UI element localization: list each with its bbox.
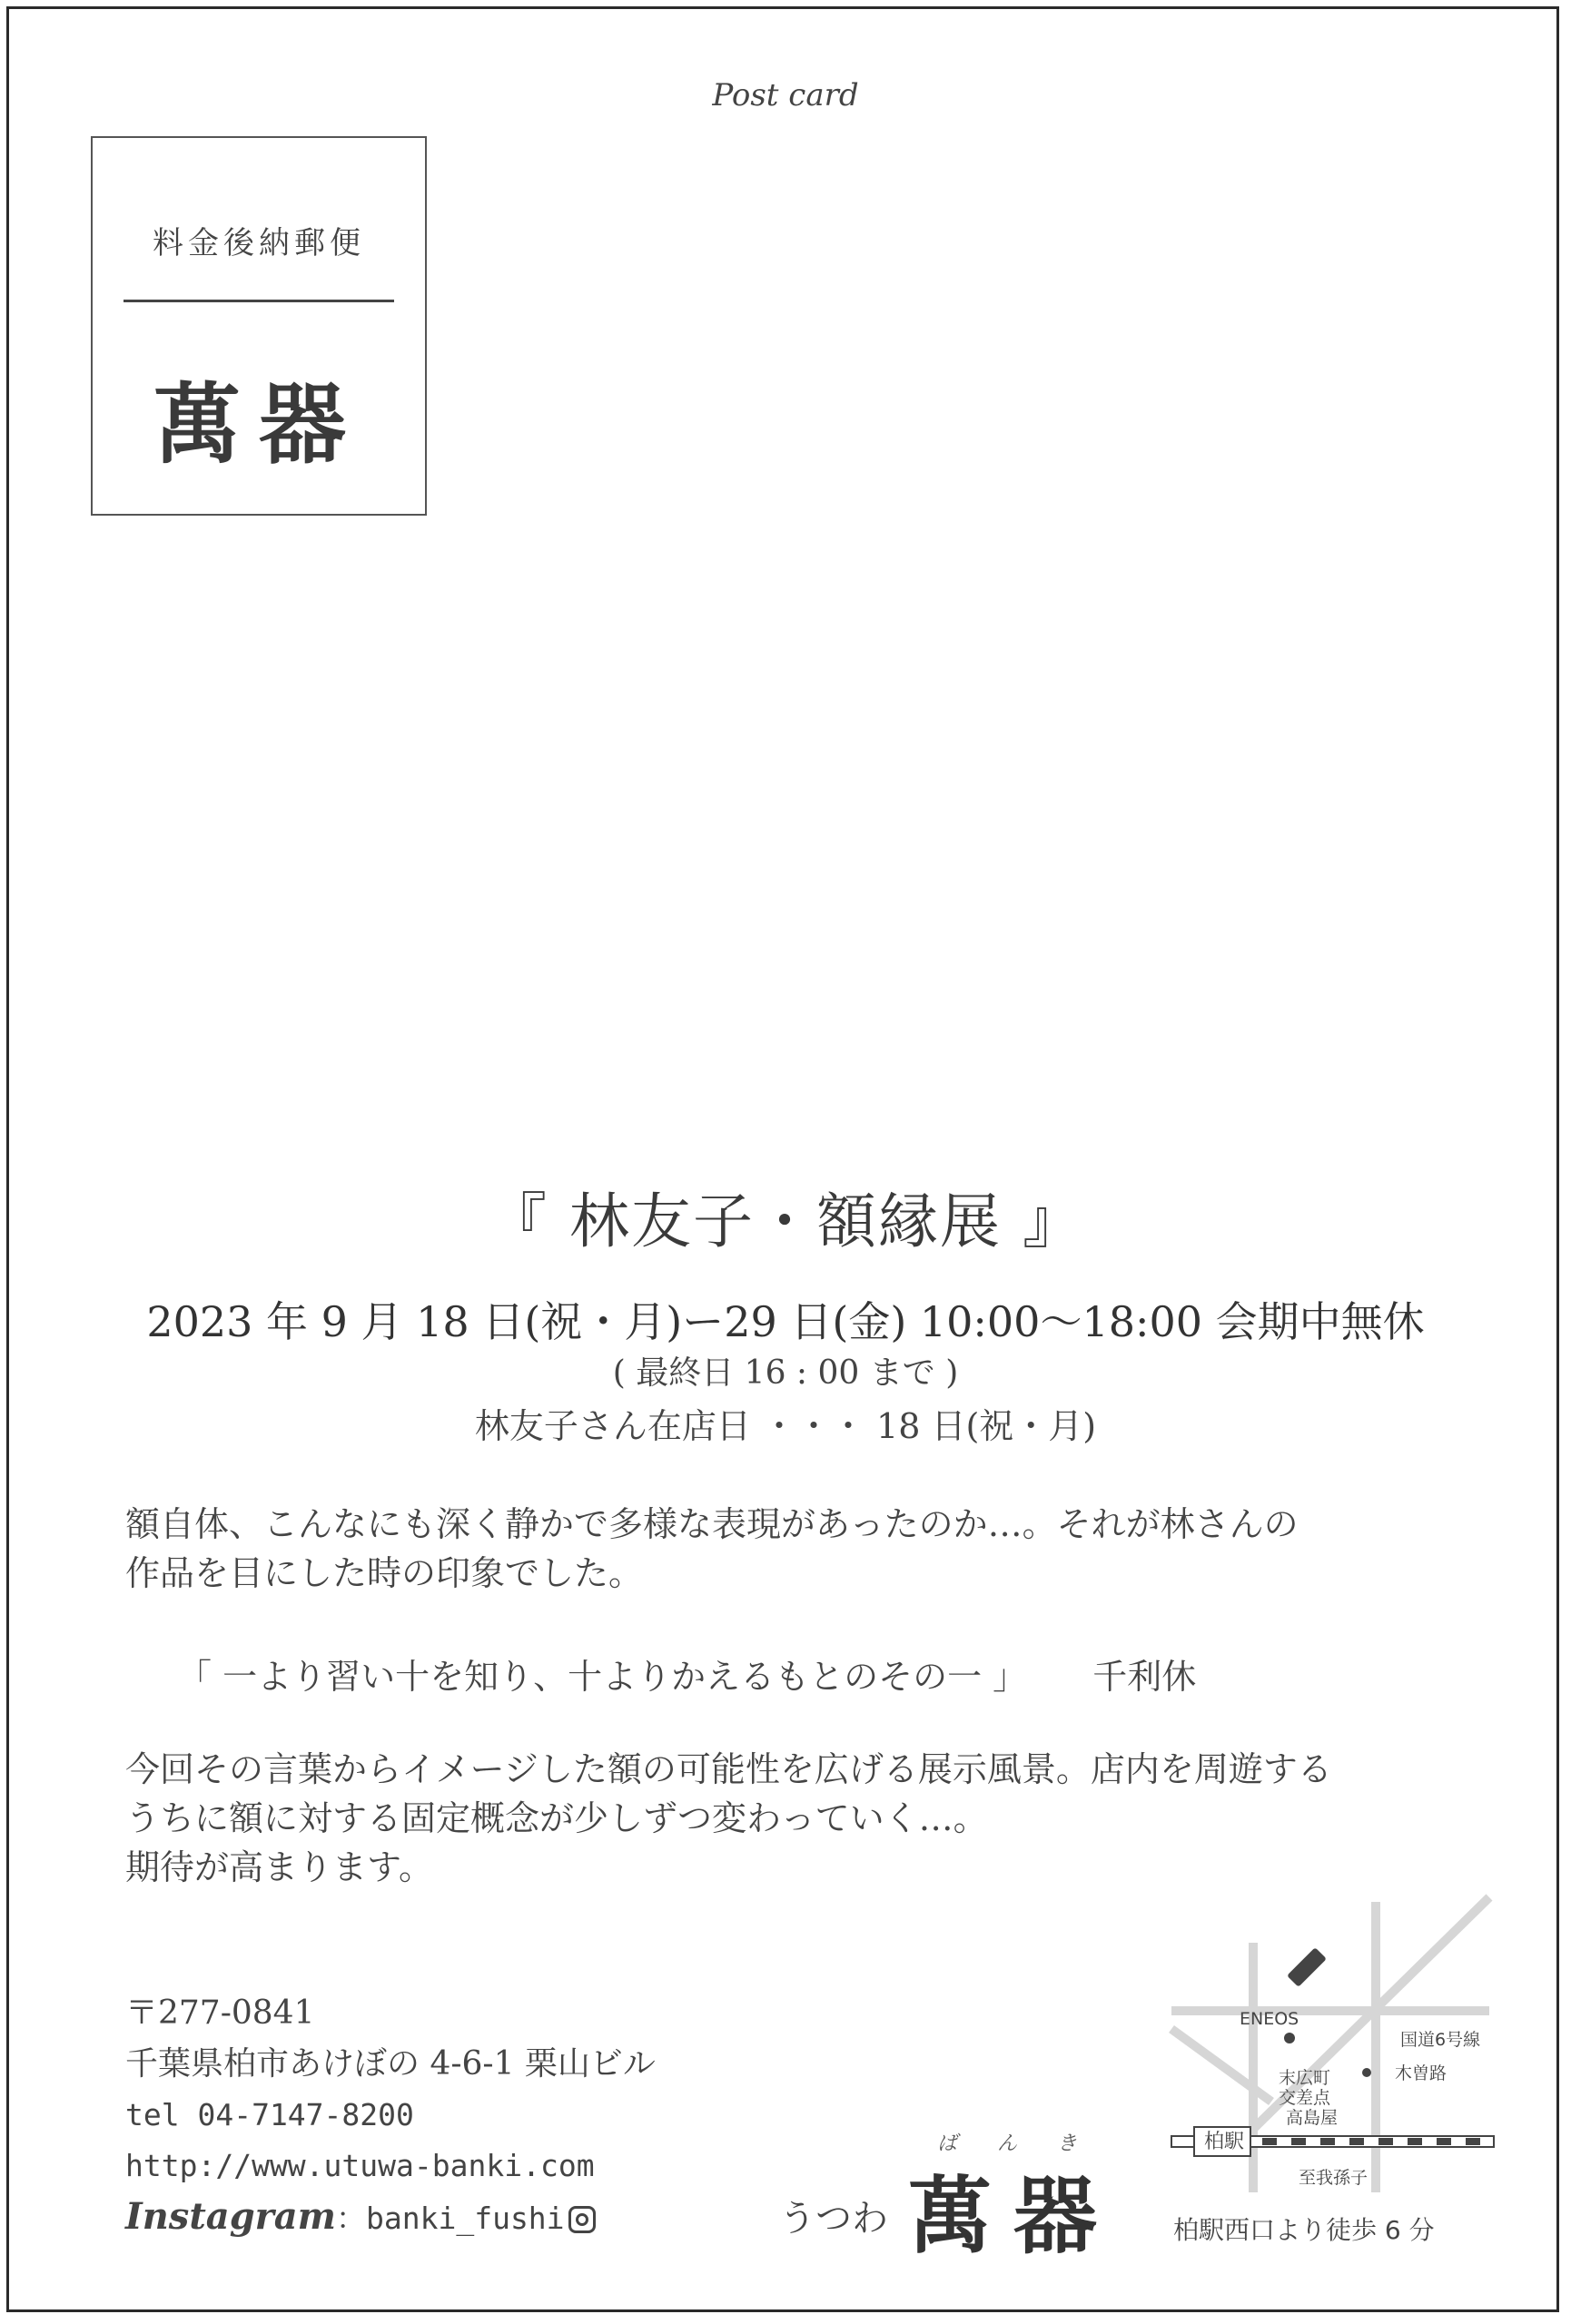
exhibition-title: 『 林友子・額縁展 』 [487, 1187, 1084, 1256]
kiso-marker [1362, 2068, 1371, 2077]
shop-ruby: ばんき [937, 2132, 1118, 2155]
postage-divider [124, 300, 394, 302]
access-map [1162, 1893, 1498, 2201]
quote-text: 「 一より習い十を知り、十よりかえるもとのその一 」 [177, 1657, 1028, 1697]
map-label-suehiro: 末広町 [1279, 2068, 1331, 2088]
website-link[interactable]: http://www.utuwa-banki.com [125, 2148, 595, 2183]
description-line: 期待が高まります。 [125, 1847, 433, 1887]
description-line: うちに額に対する固定概念が少しずつ変わっていく…。 [125, 1798, 988, 1838]
map-label-station: 柏駅 [1204, 2131, 1245, 2153]
contact-block [125, 1988, 656, 2244]
intro-line: 作品を目にした時の印象でした。 [125, 1553, 644, 1593]
instagram-logo: Instagram [125, 2195, 336, 2238]
last-day-note: ( 最終日 16 : 00 まで ) [612, 1354, 959, 1392]
postage-paid-box [91, 136, 427, 516]
intro-paragraph [125, 1500, 1506, 1598]
map-label-route6: 国道6号線 [1400, 2030, 1481, 2050]
instagram-line[interactable] [125, 2191, 656, 2244]
description-paragraph [125, 1745, 1506, 1892]
eneos-marker [1284, 2033, 1295, 2043]
postage-paid-label: 料金後納郵便 [153, 225, 365, 261]
train-icon [1287, 1947, 1327, 1987]
exhibition-dates: 2023 年 9 月 18 日(祝・月)ー29 日(金) 10:00〜18:00 会期中無休 [146, 1297, 1425, 1346]
intro-line: 額自体、こんなにも深く静かで多様な表現があったのか…。それが林さんの [125, 1504, 1299, 1544]
postage-brand: 萬器 [153, 373, 364, 476]
postal-code: 〒277-0841 [125, 1994, 315, 2032]
map-label-takashimaya: 高島屋 [1286, 2108, 1339, 2128]
map-label-kiso: 木曽路 [1395, 2063, 1447, 2083]
telephone: tel 04-7147-8200 [125, 2097, 414, 2132]
instagram-icon [568, 2206, 596, 2233]
map-label-eneos: ENEOS [1240, 2009, 1299, 2029]
map-label-abiko: 至我孫子 [1299, 2168, 1368, 2188]
shop-prefix: うつわ [779, 2198, 888, 2240]
artist-presence: 林友子さん在店日 ・・・ 18 日(祝・月) [474, 1406, 1097, 1446]
quote [177, 1649, 1196, 1699]
quote-author: 千利休 [1092, 1657, 1197, 1697]
description-line: 今回その言葉からイメージした額の可能性を広げる展示風景。店内を周遊する [125, 1749, 1332, 1789]
street-address: 千葉県柏市あけぼの 4-6-1 栗山ビル [125, 2045, 656, 2083]
map-label-intersection: 交差点 [1279, 2088, 1331, 2108]
instagram-handle: ：banki_fushi [336, 2201, 565, 2236]
map-caption: 柏駅西口より徒歩 6 分 [1173, 2215, 1435, 2245]
postcard-label: Post card [712, 77, 859, 113]
shop-logo: 萬器 [908, 2167, 1120, 2265]
